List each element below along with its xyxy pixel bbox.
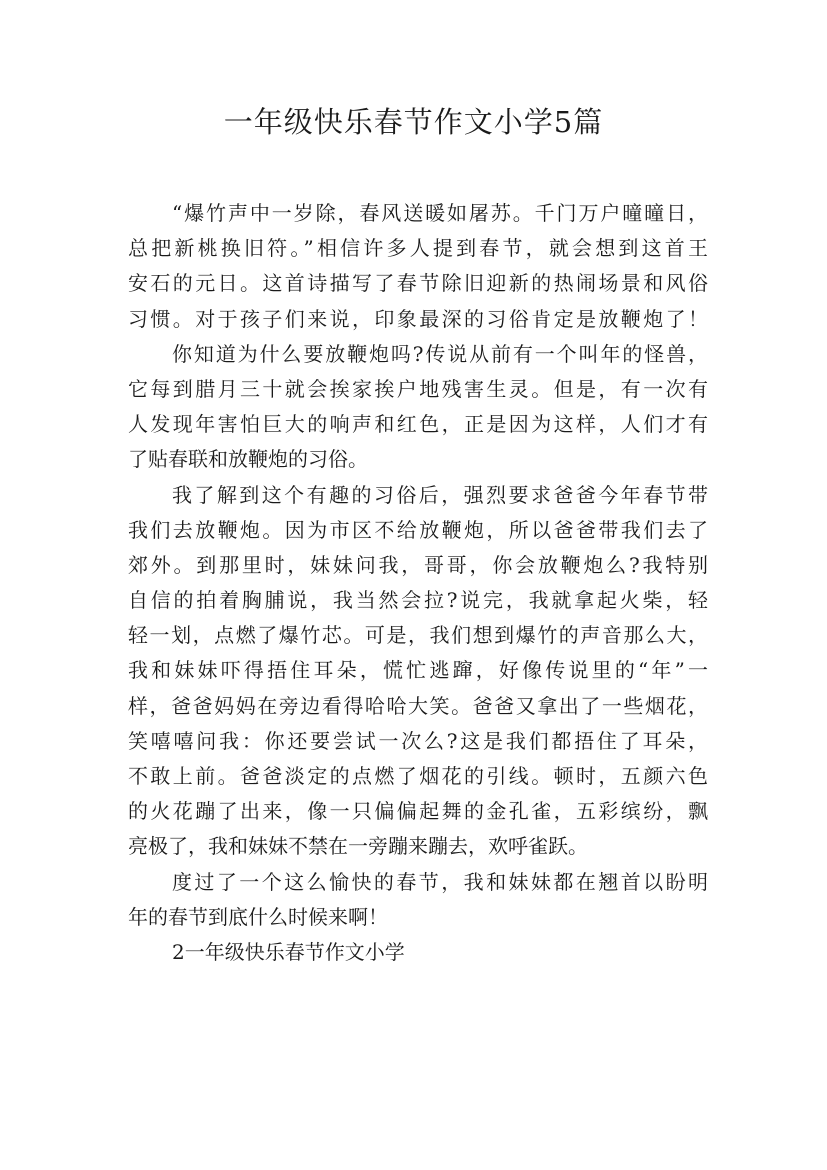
text-line: 了贴春联和放鞭炮的习俗。 <box>128 447 368 472</box>
text-line: 样，爸爸妈妈在旁边看得哈哈大笑。爸爸又拿出了一些烟花， <box>128 693 708 718</box>
text-line: 人发现年害怕巨大的响声和红色，正是因为这样，人们才有 <box>128 412 708 437</box>
text-line: 总把新桃换旧符。”相信许多人提到春节，就会想到这首王 <box>128 236 708 261</box>
text-line: 我和妹妹吓得捂住耳朵，慌忙逃蹿，好像传说里的“年”一 <box>128 658 708 683</box>
text-line: 郊外。到那里时，妹妹问我，哥哥，你会放鞭炮么?我特别 <box>128 552 708 577</box>
text-line: 轻一划，点燃了爆竹芯。可是，我们想到爆竹的声音那么大， <box>128 623 708 648</box>
text-line: 度过了一个这么愉快的春节，我和妹妹都在翘首以盼明 <box>172 869 708 894</box>
text-line: 你知道为什么要放鞭炮吗?传说从前有一个叫年的怪兽， <box>172 341 708 366</box>
text-line: 安石的元日。这首诗描写了春节除旧迎新的热闹场景和风俗 <box>128 271 708 296</box>
text-line: 年的春节到底什么时候来啊！ <box>128 904 388 929</box>
section-heading: 2一年级快乐春节作文小学 <box>172 939 405 964</box>
text-line: “爆竹声中一岁除，春风送暖如屠苏。千门万户曈曈日， <box>172 201 708 225</box>
text-line: 亮极了，我和妹妹不禁在一旁蹦来蹦去，欢呼雀跃。 <box>128 834 588 859</box>
text-line: 笑嘻嘻问我：你还要尝试一次么?这是我们都捂住了耳朵， <box>128 728 708 753</box>
text-line: 我了解到这个有趣的习俗后，强烈要求爸爸今年春节带 <box>172 482 708 507</box>
text-line: 它每到腊月三十就会挨家挨户地残害生灵。但是，有一次有 <box>128 376 708 401</box>
text-line: 我们去放鞭炮。因为市区不给放鞭炮，所以爸爸带我们去了 <box>128 517 708 542</box>
text-line: 自信的拍着胸脯说，我当然会拉?说完，我就拿起火柴，轻 <box>128 588 708 613</box>
text-line: 的火花蹦了出来，像一只偏偏起舞的金孔雀，五彩缤纷，飘 <box>128 799 708 824</box>
document-title: 一年级快乐春节作文小学5篇 <box>223 105 604 139</box>
text-line: 习惯。对于孩子们来说，印象最深的习俗肯定是放鞭炮了！ <box>128 306 708 331</box>
text-line: 不敢上前。爸爸淡定的点燃了烟花的引线。顿时，五颜六色 <box>128 764 708 788</box>
document-body <box>128 196 708 970</box>
